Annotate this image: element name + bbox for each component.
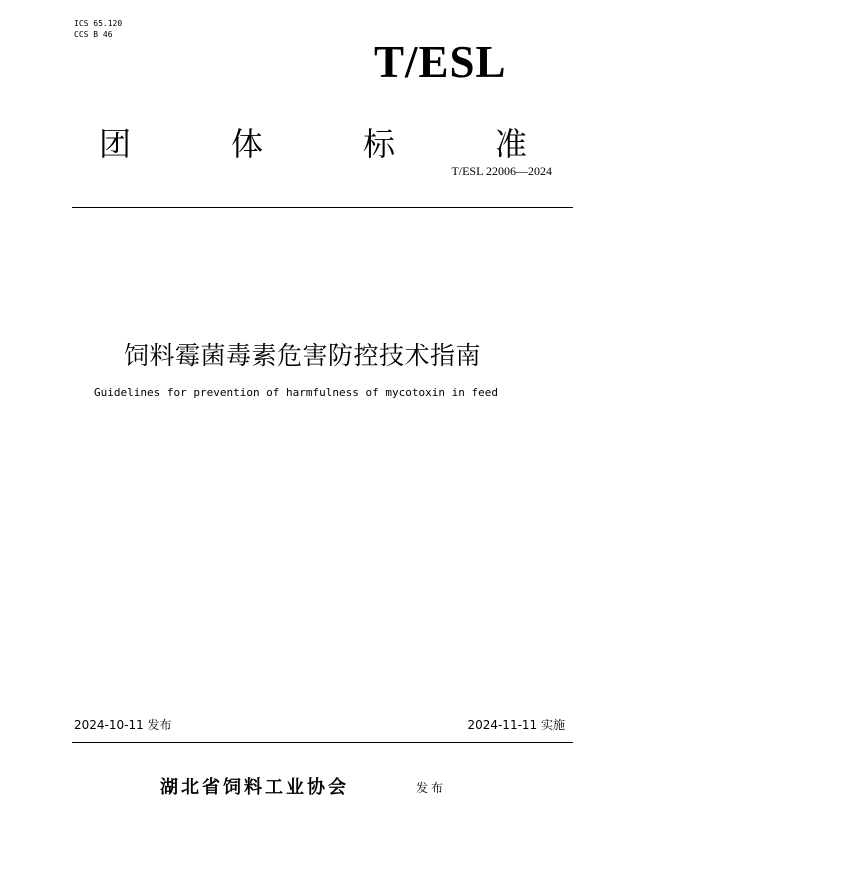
document-title-chinese: 饲料霉菌毒素危害防控技术指南 [124,341,482,370]
standard-type-char: 团 [99,125,132,163]
ccs-code: CCS B 46 [74,30,113,39]
standard-type-char: 标 [363,125,396,163]
standard-code-heading: T/ESL [374,37,507,87]
standard-type-char: 准 [495,125,528,163]
document-title-english: Guidelines for prevention of harmfulness of mycotoxin in feed [94,386,498,399]
publish-date: 2024-10-11 发布 [74,718,172,732]
issuing-organization: 湖北省饲料工业协会 [160,777,349,798]
standard-type-char: 体 [231,125,264,163]
ics-code: ICS 65.120 [74,19,123,28]
document-number: T/ESL 22006—2024 [451,164,552,178]
bottom-divider [72,742,573,743]
issue-label: 发布 [416,781,447,795]
implementation-date: 2024-11-11 实施 [467,718,565,732]
top-divider [72,207,573,208]
